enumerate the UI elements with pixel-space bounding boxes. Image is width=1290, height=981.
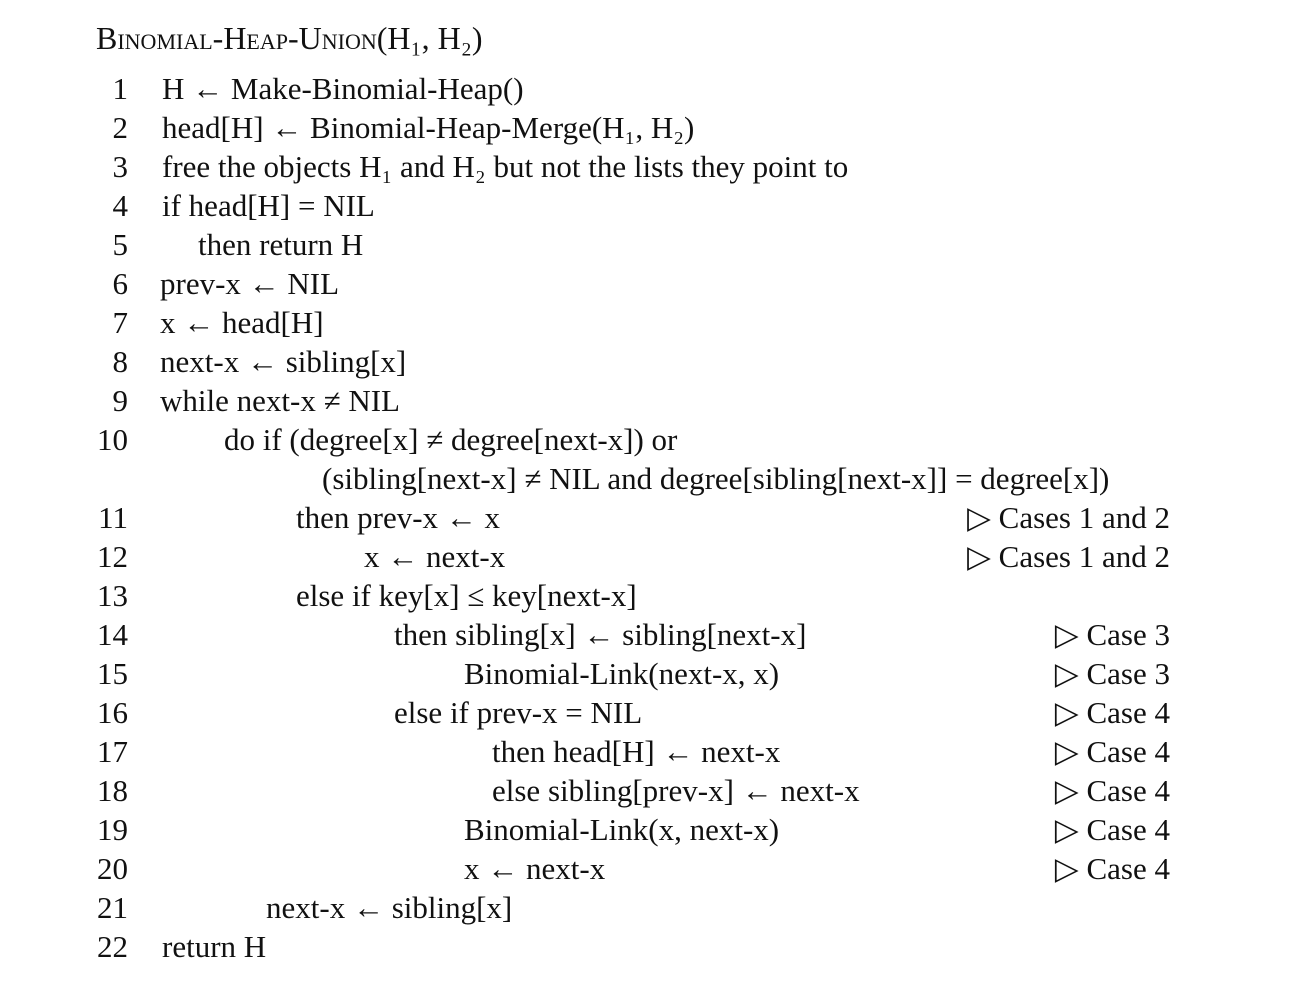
code-line xyxy=(0,420,1290,459)
code-comment: ▷ Case 4 xyxy=(1054,851,1170,886)
line-number: 19 xyxy=(97,812,128,847)
line-number: 11 xyxy=(98,500,128,535)
line-number: 13 xyxy=(97,578,128,613)
code-text: then return H xyxy=(198,227,364,262)
code-text: return H xyxy=(162,929,267,964)
line-number: 14 xyxy=(97,617,128,652)
line-number: 22 xyxy=(97,929,128,964)
code-text: (sibling[next-x] ≠ NIL and degree[sibling[next-x]] = degree[x]) xyxy=(322,461,1110,496)
code-line xyxy=(0,810,1290,849)
line-number: 8 xyxy=(112,344,128,379)
code-text: x ← next-x xyxy=(464,851,606,886)
code-text: else if key[x] ≤ key[next-x] xyxy=(296,578,637,613)
code-line xyxy=(0,498,1290,537)
line-number: 7 xyxy=(112,305,128,340)
line-number: 9 xyxy=(112,383,128,418)
line-number: 4 xyxy=(112,188,128,223)
code-line xyxy=(0,108,1290,147)
line-number: 1 xyxy=(112,71,128,106)
code-line xyxy=(0,69,1290,108)
code-comment: ▷ Case 3 xyxy=(1054,656,1170,691)
code-line xyxy=(0,303,1290,342)
code-text: Binomial-Link(next-x, x) xyxy=(464,656,780,691)
line-number: 15 xyxy=(97,656,128,691)
line-number: 2 xyxy=(112,110,128,145)
code-text: then prev-x ← x xyxy=(296,500,501,535)
code-text: Binomial-Link(x, next-x) xyxy=(464,812,780,847)
code-line xyxy=(0,615,1290,654)
code-line xyxy=(0,849,1290,888)
code-line xyxy=(0,459,1290,498)
code-text: do if (degree[x] ≠ degree[next-x]) or xyxy=(224,422,678,457)
code-line xyxy=(0,732,1290,771)
line-number: 17 xyxy=(97,734,128,769)
line-number: 6 xyxy=(112,266,128,301)
code-comment: ▷ Case 4 xyxy=(1054,773,1170,808)
code-text: next-x ← sibling[x] xyxy=(160,344,407,379)
line-number: 3 xyxy=(112,149,128,184)
code-line xyxy=(0,537,1290,576)
code-text: H ← Make-Binomial-Heap() xyxy=(162,71,524,106)
code-line xyxy=(0,927,1290,966)
code-text: then sibling[x] ← sibling[next-x] xyxy=(394,617,807,652)
code-text: next-x ← sibling[x] xyxy=(266,890,513,925)
line-number: 5 xyxy=(112,227,128,262)
code-text: if head[H] = NIL xyxy=(162,188,375,223)
algorithm-title: Binomial-Heap-Union(H₁, H₂) xyxy=(96,20,483,56)
code-text: x ← head[H] xyxy=(160,305,324,340)
code-line xyxy=(0,693,1290,732)
code-line xyxy=(0,186,1290,225)
code-text: free the objects H₁ and H₂ but not the lists they point to xyxy=(162,149,849,184)
line-number: 21 xyxy=(97,890,128,925)
line-number: 18 xyxy=(97,773,128,808)
code-comment: ▷ Case 4 xyxy=(1054,695,1170,730)
code-line xyxy=(0,264,1290,303)
code-line xyxy=(0,381,1290,420)
code-line xyxy=(0,888,1290,927)
code-comment: ▷ Cases 1 and 2 xyxy=(967,500,1170,535)
code-text: head[H] ← Binomial-Heap-Merge(H₁, H₂) xyxy=(162,110,695,145)
code-line xyxy=(0,147,1290,186)
code-line xyxy=(0,342,1290,381)
line-number: 12 xyxy=(97,539,128,574)
code-line xyxy=(0,225,1290,264)
code-comment: ▷ Cases 1 and 2 xyxy=(967,539,1170,574)
code-text: else sibling[prev-x] ← next-x xyxy=(492,773,860,808)
code-line xyxy=(0,771,1290,810)
line-number: 10 xyxy=(97,422,128,457)
code-comment: ▷ Case 4 xyxy=(1054,812,1170,847)
code-text: x ← next-x xyxy=(364,539,506,574)
code-comment: ▷ Case 3 xyxy=(1054,617,1170,652)
code-comment: ▷ Case 4 xyxy=(1054,734,1170,769)
line-number: 20 xyxy=(97,851,128,886)
line-number: 16 xyxy=(97,695,128,730)
code-text: then head[H] ← next-x xyxy=(492,734,781,769)
code-text: else if prev-x = NIL xyxy=(394,695,643,730)
code-line xyxy=(0,654,1290,693)
code-text: prev-x ← NIL xyxy=(160,266,340,301)
code-text: while next-x ≠ NIL xyxy=(160,383,400,418)
code-line xyxy=(0,576,1290,615)
